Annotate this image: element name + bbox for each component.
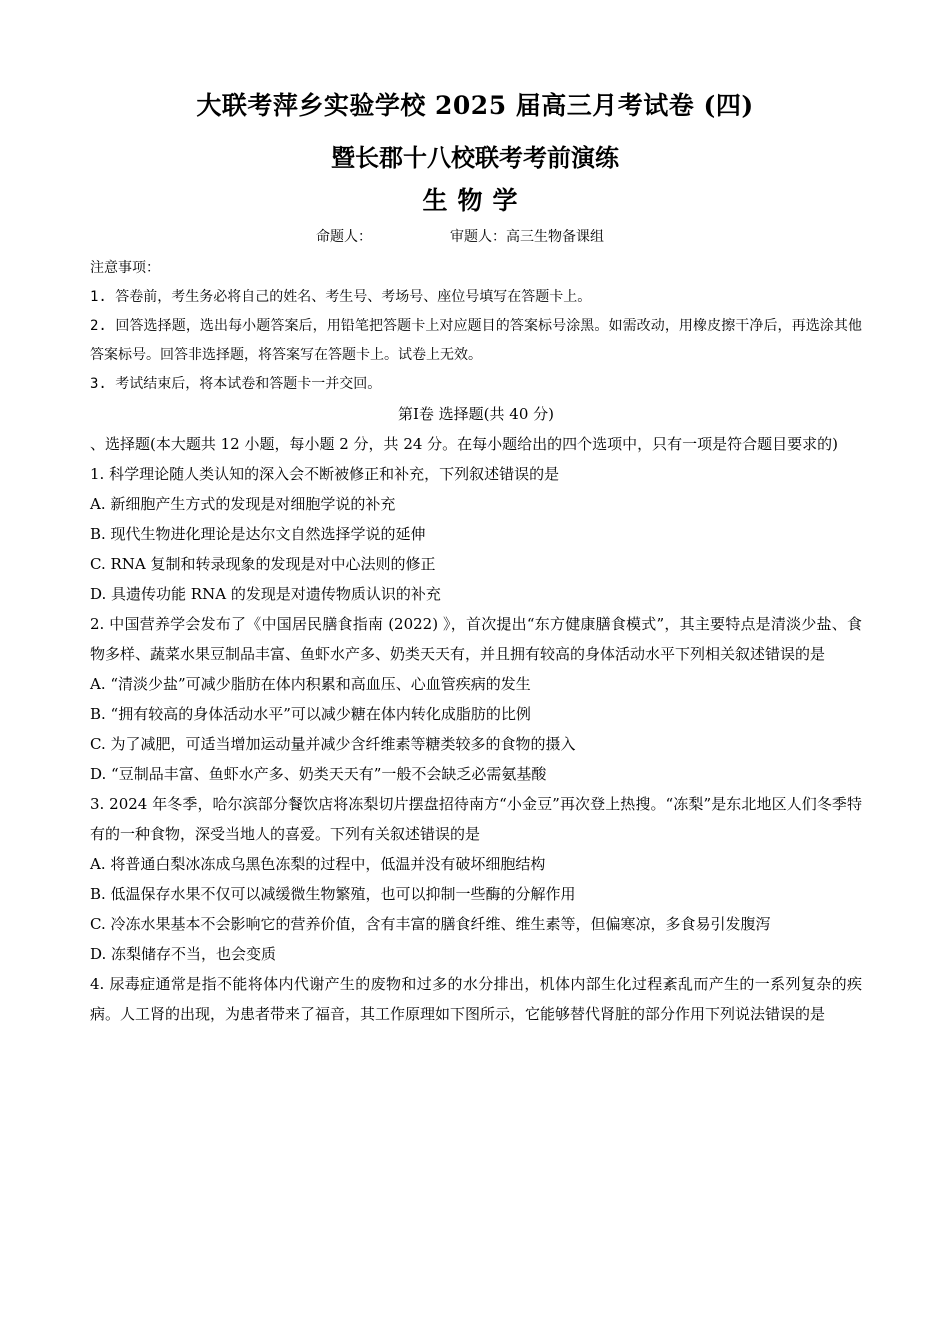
question-stem: 3. 2024 年冬季，哈尔滨部分餐饮店将冻梨切片摆盘招待南方“小金豆”再次登上热搜。“冻梨”是东北地区人们冬季特有的一种食物，深受当地人的喜爱。下列有关叙述错误的是 (90, 795, 862, 843)
option-b: B. 低温保存水果不仅可以减缓微生物繁殖，也可以抑制一些酶的分解作用 (90, 885, 576, 903)
section-title: 第Ⅰ卷 选择题(共 40 分) (397, 405, 555, 423)
notes-block (90, 254, 862, 399)
question-stem: 2. 中国营养学会发布了《中国居民膳食指南 (2022) 》，首次提出“东方健康膳食模式”，其主要特点是清淡少盐、食物多样、蔬菜水果豆制品丰富、鱼虾水产多、奶类天天有，并且拥有较高的身体活动水平下列相关叙述错误的是 (90, 615, 862, 663)
note-item: 1. 答卷前，考生务必将自己的姓名、考生号、考场号、座位号填写在答题卡上。 (90, 289, 592, 305)
option-d: D. 具遗传功能 RNA 的发现是对遗传物质认识的补充 (90, 585, 441, 603)
question-3 (90, 789, 862, 969)
option-c: C. 冷冻水果基本不会影响它的营养价值，含有丰富的膳食纤维、维生素等，但偏寒凉，多食易引发腹泻 (90, 915, 771, 933)
option-a: A. “清淡少盐”可减少脂肪在体内积累和高血压、心血管疾病的发生 (90, 675, 531, 693)
note-item: 3. 考试结束后，将本试卷和答题卡一并交回。 (90, 376, 382, 392)
question-stem: 1. 科学理论随人类认知的深入会不断被修正和补充，下列叙述错误的是 (90, 465, 560, 483)
reviewer-label: 审题人：高三生物备课组 (450, 229, 604, 245)
option-c: C. RNA 复制和转录现象的发现是对中心法则的修正 (90, 555, 436, 573)
option-a: A. 新细胞产生方式的发现是对细胞学说的补充 (90, 495, 396, 513)
subject-title: 生物学 (422, 186, 528, 215)
option-b: B. “拥有较高的身体活动水平”可以减少糖在体内转化成脂肪的比例 (90, 705, 531, 723)
exam-subtitle: 暨长郡十八校联考考前演练 (331, 143, 619, 172)
note-item: 2. 回答选择题，选出每小题答案后，用铅笔把答题卡上对应题目的答案标号涂黑。如需改动，用橡皮擦干净后，再选涂其他答案标号。回答非选择题，将答案写在答题卡上。试卷上无效。 (90, 318, 862, 363)
option-d: D. 冻梨储存不当，也会变质 (90, 945, 277, 963)
option-d: D. “豆制品丰富、鱼虾水产多、奶类天天有”一般不会缺乏必需氨基酸 (90, 765, 547, 783)
question-stem: 4. 尿毒症通常是指不能将体内代谢产生的废物和过多的水分排出，机体内部生化过程紊乱而产生的一系列复杂的疾病。人工肾的出现，为患者带来了福音，其工作原理如下图所示，它能够替代肾脏的部分作用下列说法错误的是 (90, 975, 862, 1023)
authors-line (316, 226, 604, 246)
question-2 (90, 609, 862, 789)
exam-body (90, 254, 862, 1029)
question-4 (90, 969, 862, 1029)
section-instruction: 、选择题(本大题共 12 小题，每小题 2 分，共 24 分。在每小题给出的四个选项中，只有一项是符合题目要求的) (90, 435, 839, 453)
option-c: C. 为了减肥，可适当增加运动量并减少含纤维素等糖类较多的食物的摄入 (90, 735, 576, 753)
setter-label: 命题人： (316, 229, 372, 245)
option-a: A. 将普通白梨冰冻成乌黑色冻梨的过程中，低温并没有破坏细胞结构 (90, 855, 546, 873)
exam-title: 大联考萍乡实验学校 2025 届高三月考试卷 (四) (196, 91, 754, 120)
option-b: B. 现代生物进化理论是达尔文自然选择学说的延伸 (90, 525, 426, 543)
question-1 (90, 459, 862, 609)
notes-heading: 注意事项： (90, 260, 160, 276)
